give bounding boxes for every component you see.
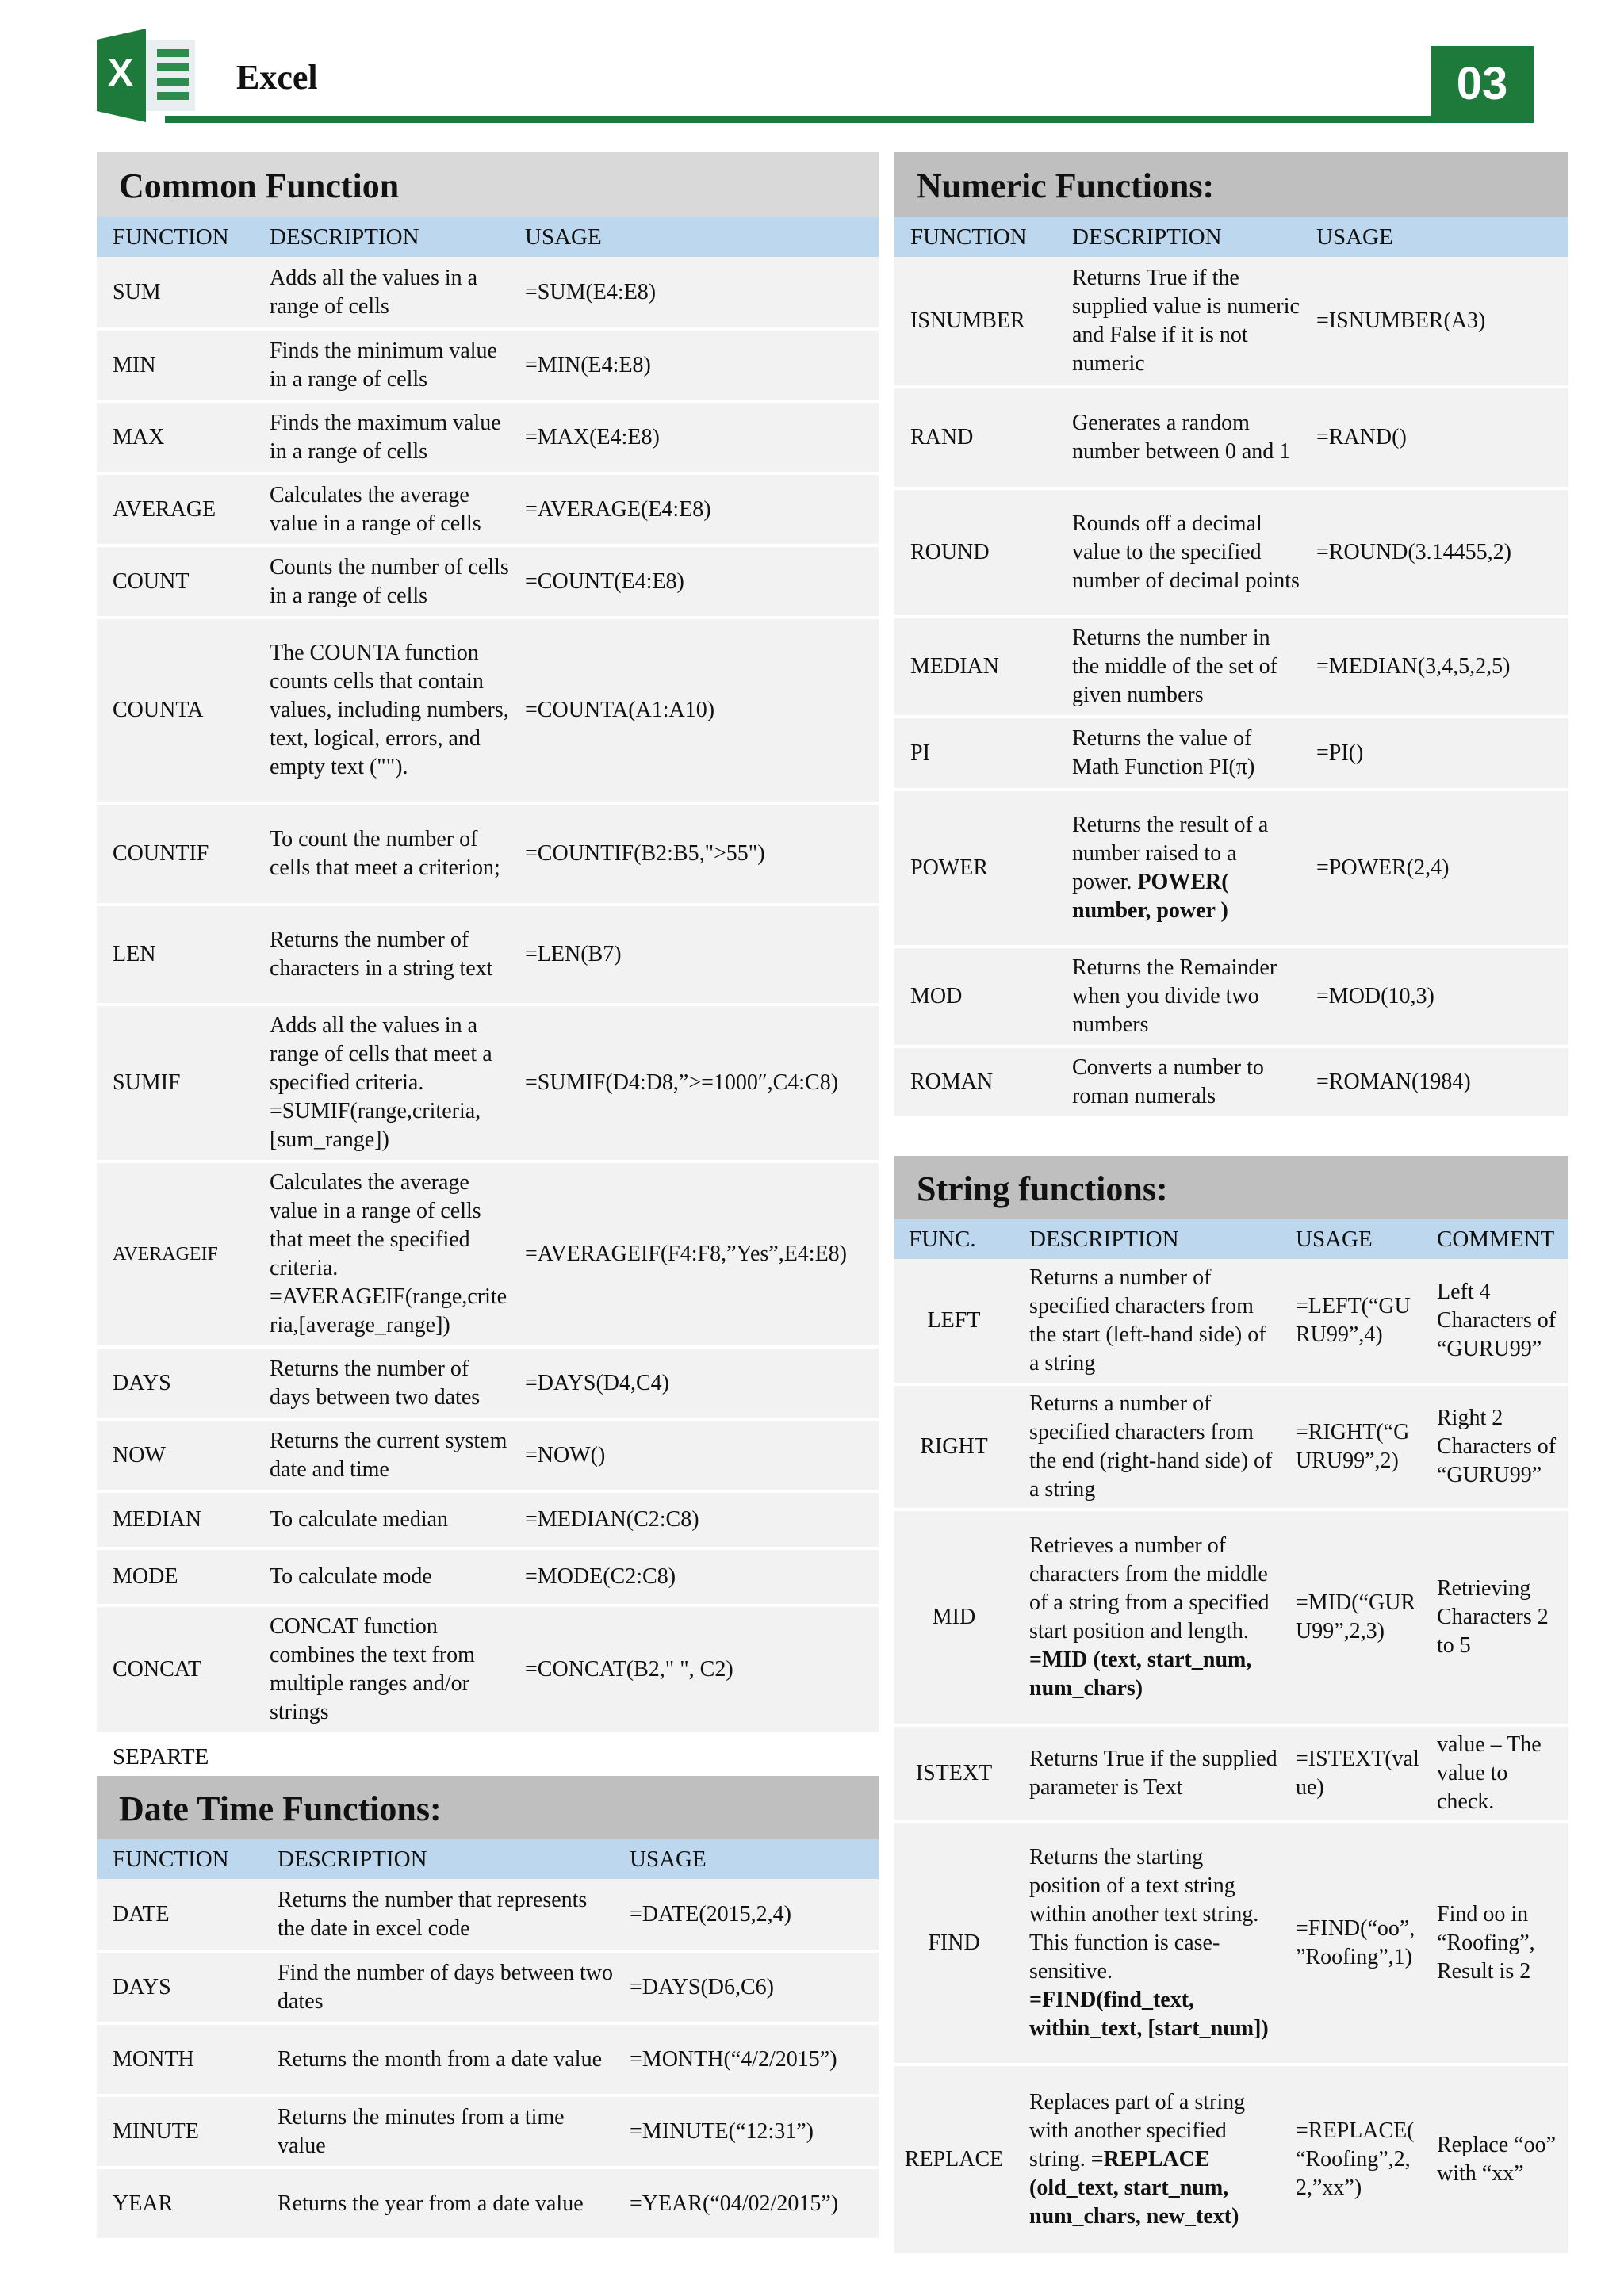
description-cell: Returns the number of characters in a string text (254, 905, 509, 1004)
function-cell: MIN (97, 329, 254, 401)
description-text: Returns the starting position of a text string within another text string. This function is case-sensitive. (1029, 1845, 1259, 1984)
description-text: Retrieves a number of characters from the middle of a string from a specified start position and length. (1029, 1533, 1270, 1644)
description-cell: Calculates the average value in a range of cells that meet the specified criteria. =AVERAGEIF(range,criteria,[average_range]) (254, 1161, 509, 1347)
table-row (894, 257, 1568, 387)
table-row (894, 1384, 1568, 1510)
function-cell: COUNT (97, 545, 254, 618)
function-cell: ROMAN (894, 1047, 1056, 1118)
string-functions-title: String functions: (894, 1156, 1568, 1219)
common-function-table (97, 217, 879, 1735)
function-cell: MONTH (97, 2023, 262, 2095)
usage-cell: =DATE(2015,2,4) (614, 1879, 879, 1951)
description-cell: Returns the Remainder when you divide two numbers (1056, 947, 1300, 1047)
usage-cell: =ISNUMBER(A3) (1300, 257, 1568, 387)
column-header: USAGE (1300, 217, 1568, 257)
usage-cell: =NOW() (509, 1419, 879, 1491)
description-cell: Counts the number of cells in a range of cells (254, 545, 509, 618)
numeric-functions-panel (894, 152, 1568, 1119)
table-row (97, 473, 879, 545)
table-row (97, 2168, 879, 2240)
function-cell: MOD (894, 947, 1056, 1047)
table-row (894, 2064, 1568, 2255)
usage-cell: =COUNTA(A1:A10) (509, 618, 879, 803)
table-row (894, 387, 1568, 488)
column-header: FUNC. (894, 1219, 1013, 1259)
column-header: FUNCTION (894, 217, 1056, 257)
function-cell: MID (894, 1510, 1013, 1725)
function-cell: FIND (894, 1822, 1013, 2064)
function-cell: LEN (97, 905, 254, 1004)
description-cell: Returns True if the supplied parameter is Text (1013, 1725, 1280, 1822)
usage-cell: =MEDIAN(3,4,5,2,5) (1300, 617, 1568, 717)
function-cell: SUM (97, 257, 254, 329)
description-cell: The COUNTA function counts cells that contain values, including numbers, text, logical, errors, and empty text (""). (254, 618, 509, 803)
table-row (97, 257, 879, 329)
description-cell: Returns the value of Math Function PI(π) (1056, 717, 1300, 790)
function-cell: ISNUMBER (894, 257, 1056, 387)
usage-cell: =MID(“GURU99”,2,3) (1280, 1510, 1421, 1725)
usage-cell: =REPLACE(“Roofing”,2,2,”xx”) (1280, 2064, 1421, 2255)
function-cell: COUNTIF (97, 803, 254, 905)
usage-cell: =LEN(B7) (509, 905, 879, 1004)
date-time-panel (97, 1776, 879, 2241)
function-cell: MEDIAN (97, 1491, 254, 1548)
column-header: DESCRIPTION (262, 1839, 614, 1879)
usage-cell: =YEAR(“04/02/2015”) (614, 2168, 879, 2240)
usage-cell: =ROMAN(1984) (1300, 1047, 1568, 1118)
date-time-table (97, 1839, 879, 2241)
table-row (97, 1605, 879, 1734)
usage-cell: =MAX(E4:E8) (509, 401, 879, 473)
numeric-functions-title: Numeric Functions: (894, 152, 1568, 217)
comment-cell: Retrieving Characters 2 to 5 (1421, 1510, 1568, 1725)
usage-cell: =RIGHT(“GURU99”,2) (1280, 1384, 1421, 1510)
function-cell: NOW (97, 1419, 254, 1491)
function-cell: DAYS (97, 1347, 254, 1419)
usage-cell: =AVERAGE(E4:E8) (509, 473, 879, 545)
description-cell: CONCAT function combines the text from multiple ranges and/or strings (254, 1605, 509, 1734)
table-row (97, 905, 879, 1004)
table-row (97, 2023, 879, 2095)
description-cell: Returns the number that represents the date in excel code (262, 1879, 614, 1951)
function-cell: CONCAT (97, 1605, 254, 1734)
function-cell: MINUTE (97, 2095, 262, 2168)
usage-cell: =MIN(E4:E8) (509, 329, 879, 401)
description-cell: Returns the number of days between two dates (254, 1347, 509, 1419)
table-row (894, 717, 1568, 790)
description-cell: Generates a random number between 0 and 1 (1056, 387, 1300, 488)
table-row (97, 1879, 879, 1951)
function-cell: COUNTA (97, 618, 254, 803)
description-cell: Finds the minimum value in a range of cells (254, 329, 509, 401)
page-header (97, 25, 1534, 125)
function-cell: ISTEXT (894, 1725, 1013, 1822)
function-cell: MODE (97, 1548, 254, 1605)
function-cell: RIGHT (894, 1384, 1013, 1510)
usage-cell: =MEDIAN(C2:C8) (509, 1491, 879, 1548)
usage-cell: =LEFT(“GURU99”,4) (1280, 1259, 1421, 1384)
description-cell: Calculates the average value in a range of cells (254, 473, 509, 545)
description-cell: Finds the maximum value in a range of cells (254, 401, 509, 473)
function-cell: RAND (894, 387, 1056, 488)
table-row (97, 545, 879, 618)
usage-cell: =SUMIF(D4:D8,”>=1000″,C4:C8) (509, 1004, 879, 1161)
table-row (97, 1548, 879, 1605)
comment-cell: value – The value to check. (1421, 1725, 1568, 1822)
usage-cell: =SUM(E4:E8) (509, 257, 879, 329)
usage-cell: =PI() (1300, 717, 1568, 790)
usage-cell: =FIND(“oo”,”Roofing”,1) (1280, 1822, 1421, 2064)
column-header: USAGE (1280, 1219, 1421, 1259)
description-cell: To count the number of cells that meet a criterion; (254, 803, 509, 905)
comment-cell: Replace “oo” with “xx” (1421, 2064, 1568, 2255)
table-row (97, 2095, 879, 2168)
usage-cell: =ISTEXT(value) (1280, 1725, 1421, 1822)
description-cell: To calculate mode (254, 1548, 509, 1605)
page-title: Excel (236, 58, 318, 97)
table-row (894, 1259, 1568, 1384)
usage-cell: =MONTH(“4/2/2015”) (614, 2023, 879, 2095)
table-row (894, 1510, 1568, 1725)
function-cell: MEDIAN (894, 617, 1056, 717)
function-cell: DATE (97, 1879, 262, 1951)
description-cell: Returns the year from a date value (262, 2168, 614, 2240)
function-cell: SUMIF (97, 1004, 254, 1161)
description-cell: Returns the month from a date value (262, 2023, 614, 2095)
column-header: DESCRIPTION (254, 217, 509, 257)
table-row (894, 1822, 1568, 2064)
description-cell: Returns a number of specified characters from the start (left-hand side) of a string (1013, 1259, 1280, 1384)
header-divider (165, 116, 1534, 123)
description-text: Returns the result of a number raised to a power. (1072, 813, 1269, 894)
numeric-functions-table (894, 217, 1568, 1119)
comment-cell: Left 4 Characters of “GURU99” (1421, 1259, 1568, 1384)
column-header: COMMENT (1421, 1219, 1568, 1259)
table-row (97, 618, 879, 803)
usage-cell: =COUNT(E4:E8) (509, 545, 879, 618)
description-cell: Returns True if the supplied value is numeric and False if it is not numeric (1056, 257, 1300, 387)
column-header: DESCRIPTION (1056, 217, 1300, 257)
description-cell (1056, 790, 1300, 947)
usage-cell: =CONCAT(B2," ", C2) (509, 1605, 879, 1734)
table-row (894, 488, 1568, 617)
table-row (97, 329, 879, 401)
column-header: USAGE (614, 1839, 879, 1879)
common-function-panel (97, 152, 879, 1735)
function-cell: AVERAGEIF (97, 1161, 254, 1347)
excel-logo-icon (97, 29, 195, 122)
description-cell (1013, 1510, 1280, 1725)
function-cell: REPLACE (894, 2064, 1013, 2255)
description-cell: Returns the number in the middle of the set of given numbers (1056, 617, 1300, 717)
syntax-text: =REPLACE (old_text, start_num, num_chars, new_text) (1029, 2147, 1239, 2229)
description-cell: To calculate median (254, 1491, 509, 1548)
table-row (97, 803, 879, 905)
table-row (894, 1047, 1568, 1118)
description-cell: Returns the current system date and time (254, 1419, 509, 1491)
table-row (97, 1347, 879, 1419)
description-cell: Find the number of days between two dates (262, 1951, 614, 2023)
description-cell: Adds all the values in a range of cells that meet a specified criteria. =SUMIF(range,criteria,[sum_range]) (254, 1004, 509, 1161)
description-cell: Rounds off a decimal value to the specified number of decimal points (1056, 488, 1300, 617)
column-header: FUNCTION (97, 1839, 262, 1879)
column-header: DESCRIPTION (1013, 1219, 1280, 1259)
function-cell: MAX (97, 401, 254, 473)
usage-cell: =DAYS(D6,C6) (614, 1951, 879, 2023)
table-row (97, 401, 879, 473)
syntax-text: =MID (text, start_num, num_chars) (1029, 1647, 1252, 1701)
usage-cell: =MODE(C2:C8) (509, 1548, 879, 1605)
function-cell: ROUND (894, 488, 1056, 617)
separate-label: SEPARTE (113, 1744, 209, 1770)
function-cell: DAYS (97, 1951, 262, 2023)
usage-cell: =MOD(10,3) (1300, 947, 1568, 1047)
string-functions-table (894, 1219, 1568, 2256)
function-cell: POWER (894, 790, 1056, 947)
usage-cell: =MINUTE(“12:31”) (614, 2095, 879, 2168)
svg-text:X: X (107, 52, 134, 94)
table-row (97, 1491, 879, 1548)
string-functions-panel (894, 1156, 1568, 2256)
table-row (894, 1725, 1568, 1822)
function-cell: AVERAGE (97, 473, 254, 545)
column-header: FUNCTION (97, 217, 254, 257)
function-cell: LEFT (894, 1259, 1013, 1384)
description-cell (1013, 2064, 1280, 2255)
usage-cell: =ROUND(3.14455,2) (1300, 488, 1568, 617)
usage-cell: =DAYS(D4,C4) (509, 1347, 879, 1419)
table-row (97, 1419, 879, 1491)
syntax-text: =FIND(find_text, within_text, [start_num]) (1029, 1988, 1269, 2041)
table-row (894, 947, 1568, 1047)
date-time-title: Date Time Functions: (97, 1776, 879, 1839)
description-cell (1013, 1822, 1280, 2064)
usage-cell: =COUNTIF(B2:B5,">55") (509, 803, 879, 905)
description-cell: Returns the minutes from a time value (262, 2095, 614, 2168)
page-number-badge: 03 (1431, 46, 1534, 122)
table-row (97, 1161, 879, 1347)
function-cell: YEAR (97, 2168, 262, 2240)
column-header: USAGE (509, 217, 879, 257)
description-cell: Returns a number of specified characters from the end (right-hand side) of a string (1013, 1384, 1280, 1510)
syntax-text: POWER( number, power ) (1072, 870, 1229, 923)
usage-cell: =RAND() (1300, 387, 1568, 488)
table-row (97, 1951, 879, 2023)
description-text: Replaces part of a string with another specified string. (1029, 2090, 1246, 2172)
comment-cell: Find oo in “Roofing”, Result is 2 (1421, 1822, 1568, 2064)
table-row (97, 1004, 879, 1161)
common-function-title: Common Function (97, 152, 879, 217)
description-cell: Converts a number to roman numerals (1056, 1047, 1300, 1118)
usage-cell: =AVERAGEIF(F4:F8,”Yes”,E4:E8) (509, 1161, 879, 1347)
table-row (894, 617, 1568, 717)
comment-cell: Right 2 Characters of “GURU99” (1421, 1384, 1568, 1510)
table-row (894, 790, 1568, 947)
usage-cell: =POWER(2,4) (1300, 790, 1568, 947)
description-cell: Adds all the values in a range of cells (254, 257, 509, 329)
function-cell: PI (894, 717, 1056, 790)
